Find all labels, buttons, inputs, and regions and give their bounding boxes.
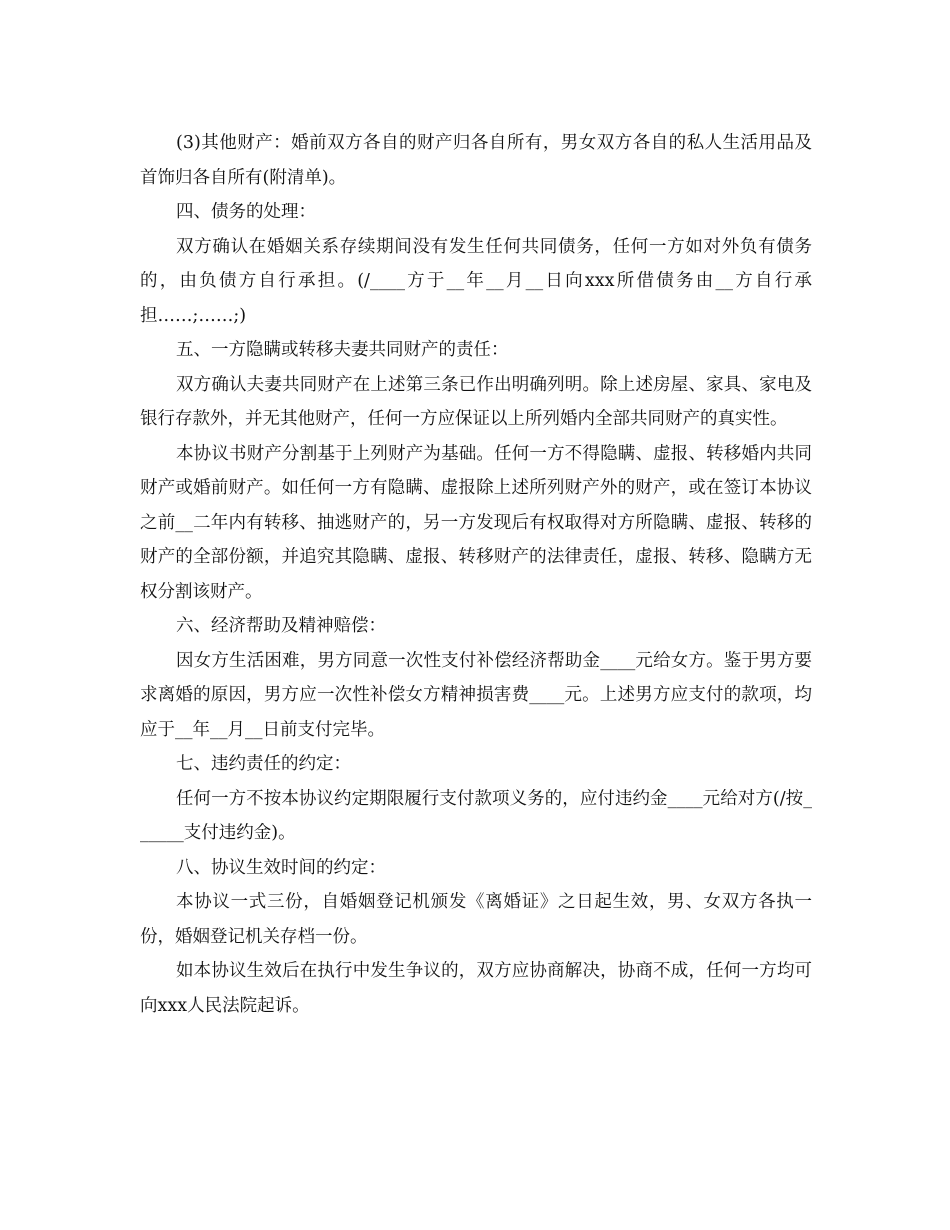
heading-effective-time: 八、协议生效时间的约定：	[176, 857, 386, 878]
heading-economic-help: 六、经济帮助及精神赔偿：	[176, 616, 386, 636]
paragraph-division-basis: 本协议书财产分割基于上列财产为基础。任何一方不得隐瞒、虚报、转移婚内共同财产或婚前财产。如任何一方有隐瞒、虚报除上述所列财产外的财产，或在签订本协议之前__二年内有转移、抽逃财产的，另一方发现后有权取得对方所隐瞒、虚报、转移的财产的全部份额，并追究其隐瞒、虚报、转移财产的法律责任，虚报、转移、隐瞒方无权分割该财产。	[140, 443, 812, 602]
paragraph-other-property: (3)其他财产：婚前双方各自的财产归各自所有，男女双方各自的私人生活用品及首饰归各自所有(附清单)。	[140, 133, 812, 188]
paragraph-debt-confirmation: 双方确认在婚姻关系存续期间没有发生任何共同债务，任何一方如对外负有债务的，由负债方自行承担。(/____方于__年__月__日向xxx所借债务由__方自行承担……;……;)	[140, 236, 812, 326]
paragraph-compensation: 因女方生活困难，男方同意一次性支付补偿经济帮助金____元给女方。鉴于男方要求离婚的原因，男方应一次性补偿女方精神损害费____元。上述男方应支付的款项，均应于__年__月__日前支付完毕。	[140, 650, 812, 740]
paragraph-penalty: 任何一方不按本协议约定期限履行支付款项义务的，应付违约金____元给对方(/按______支付违约金)。	[140, 788, 812, 843]
paragraph-copies: 本协议一式三份，自婚姻登记机颁发《离婚证》之日起生效，男、女双方各执一份，婚姻登记机关存档一份。	[140, 892, 812, 947]
paragraph-property-listed: 双方确认夫妻共同财产在上述第三条已作出明确列明。除上述房屋、家具、家电及银行存款外，并无其他财产，任何一方应保证以上所列婚内全部共同财产的真实性。	[140, 374, 812, 429]
heading-breach-liability: 七、违约责任的约定：	[176, 754, 351, 774]
paragraph-dispute-resolution: 如本协议生效后在执行中发生争议的，双方应协商解决，协商不成，任何一方均可向xxx人民法院起诉。	[140, 961, 812, 1016]
heading-concealment-liability: 五、一方隐瞒或转移夫妻共同财产的责任：	[176, 340, 509, 360]
heading-debt-handling: 四、债务的处理：	[176, 202, 316, 222]
document-page	[140, 126, 812, 1023]
